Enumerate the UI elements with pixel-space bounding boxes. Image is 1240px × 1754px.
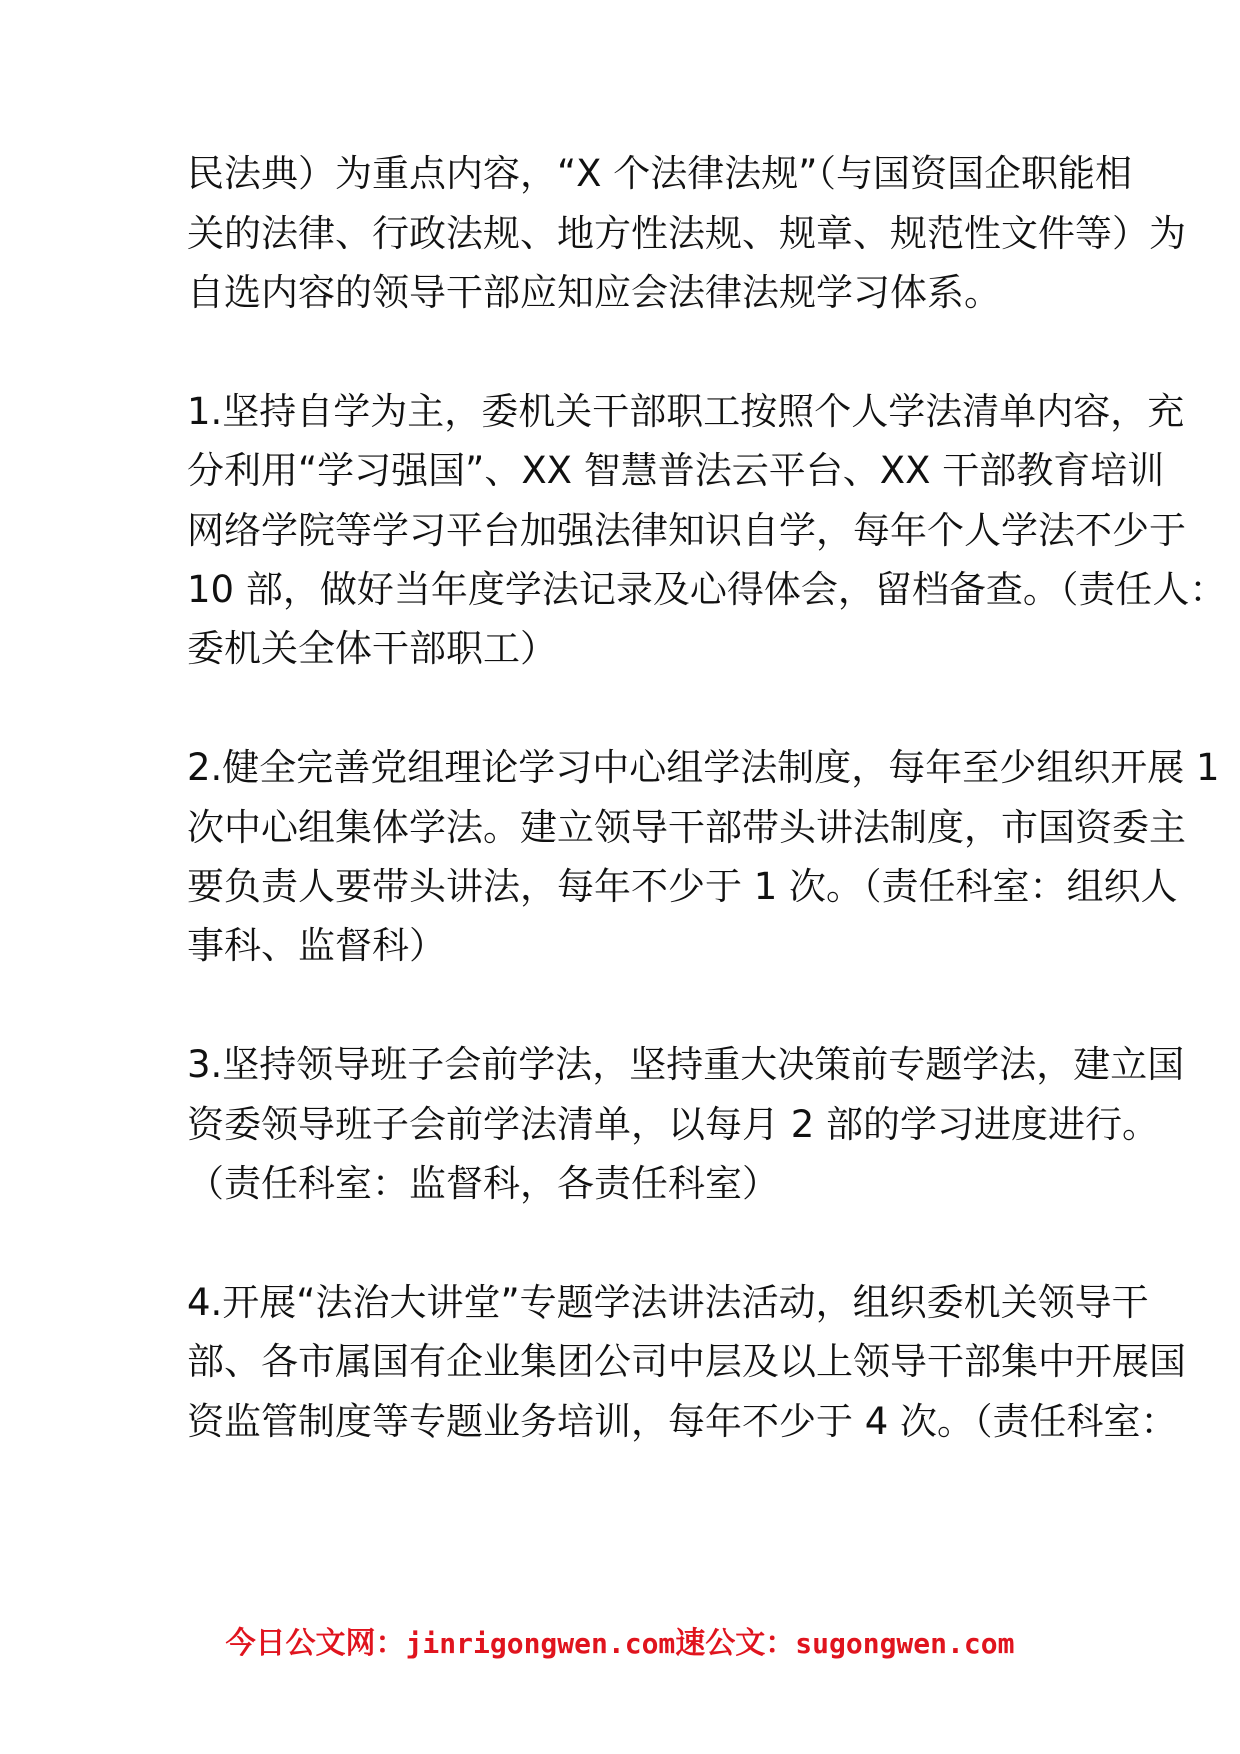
footer-site1-link[interactable]: jinrigongwen.com bbox=[405, 1627, 676, 1660]
paragraph-line: 10 部，做好当年度学法记录及心得体会，留档备查。（责任人： bbox=[187, 568, 1227, 611]
paragraph-line: 部、各市属国有企业集团公司中层及以上领导干部集中开展国 bbox=[187, 1340, 1186, 1383]
footer-site1-label: 今日公文网： bbox=[225, 1626, 406, 1661]
paragraph-line: 3.坚持领导班子会前学法，坚持重大决策前专题学法，建立国 bbox=[187, 1043, 1185, 1086]
paragraph-line: 事科、监督科） bbox=[187, 924, 446, 967]
paragraph-line: 资委领导班子会前学法清单，以每月 2 部的学习进度进行。 bbox=[187, 1103, 1160, 1146]
paragraph-line: （责任科室：监督科，各责任科室） bbox=[187, 1162, 779, 1205]
paragraph-line: 民法典）为重点内容，“X 个法律法规”（与国资国企职能相 bbox=[187, 152, 1132, 195]
paragraph-line: 次中心组集体学法。建立领导干部带头讲法制度，市国资委主 bbox=[187, 806, 1186, 849]
paragraph-line: 4.开展“法治大讲堂”专题学法讲法活动，组织委机关领导干 bbox=[187, 1281, 1149, 1324]
paragraph-line: 关的法律、行政法规、地方性法规、规章、规范性文件等）为 bbox=[187, 212, 1186, 255]
paragraph-line: 自选内容的领导干部应知应会法律法规学习体系。 bbox=[187, 271, 1001, 314]
footer-site2-link[interactable]: sugongwen.com bbox=[795, 1627, 1015, 1660]
paragraph-line: 分利用“学习强国”、XX 智慧普法云平台、XX 干部教育培训 bbox=[187, 449, 1165, 492]
paragraph-line: 要负责人要带头讲法，每年不少于 1 次。（责任科室：组织人 bbox=[187, 865, 1178, 908]
paragraph-line: 网络学院等学习平台加强法律知识自学，每年个人学法不少于 bbox=[187, 509, 1186, 552]
paragraph-line: 委机关全体干部职工） bbox=[187, 627, 557, 670]
paragraph-line: 资监管制度等专题业务培训，每年不少于 4 次。（责任科室： bbox=[187, 1400, 1178, 1443]
footer-site2-label: 速公文： bbox=[675, 1626, 796, 1661]
paragraph-line: 1.坚持自学为主，委机关干部职工按照个人学法清单内容，充 bbox=[187, 390, 1185, 433]
footer-source bbox=[0, 1618, 1240, 1662]
paragraph-line: 2.健全完善党组理论学习中心组学法制度，每年至少组织开展 1 bbox=[187, 746, 1220, 789]
